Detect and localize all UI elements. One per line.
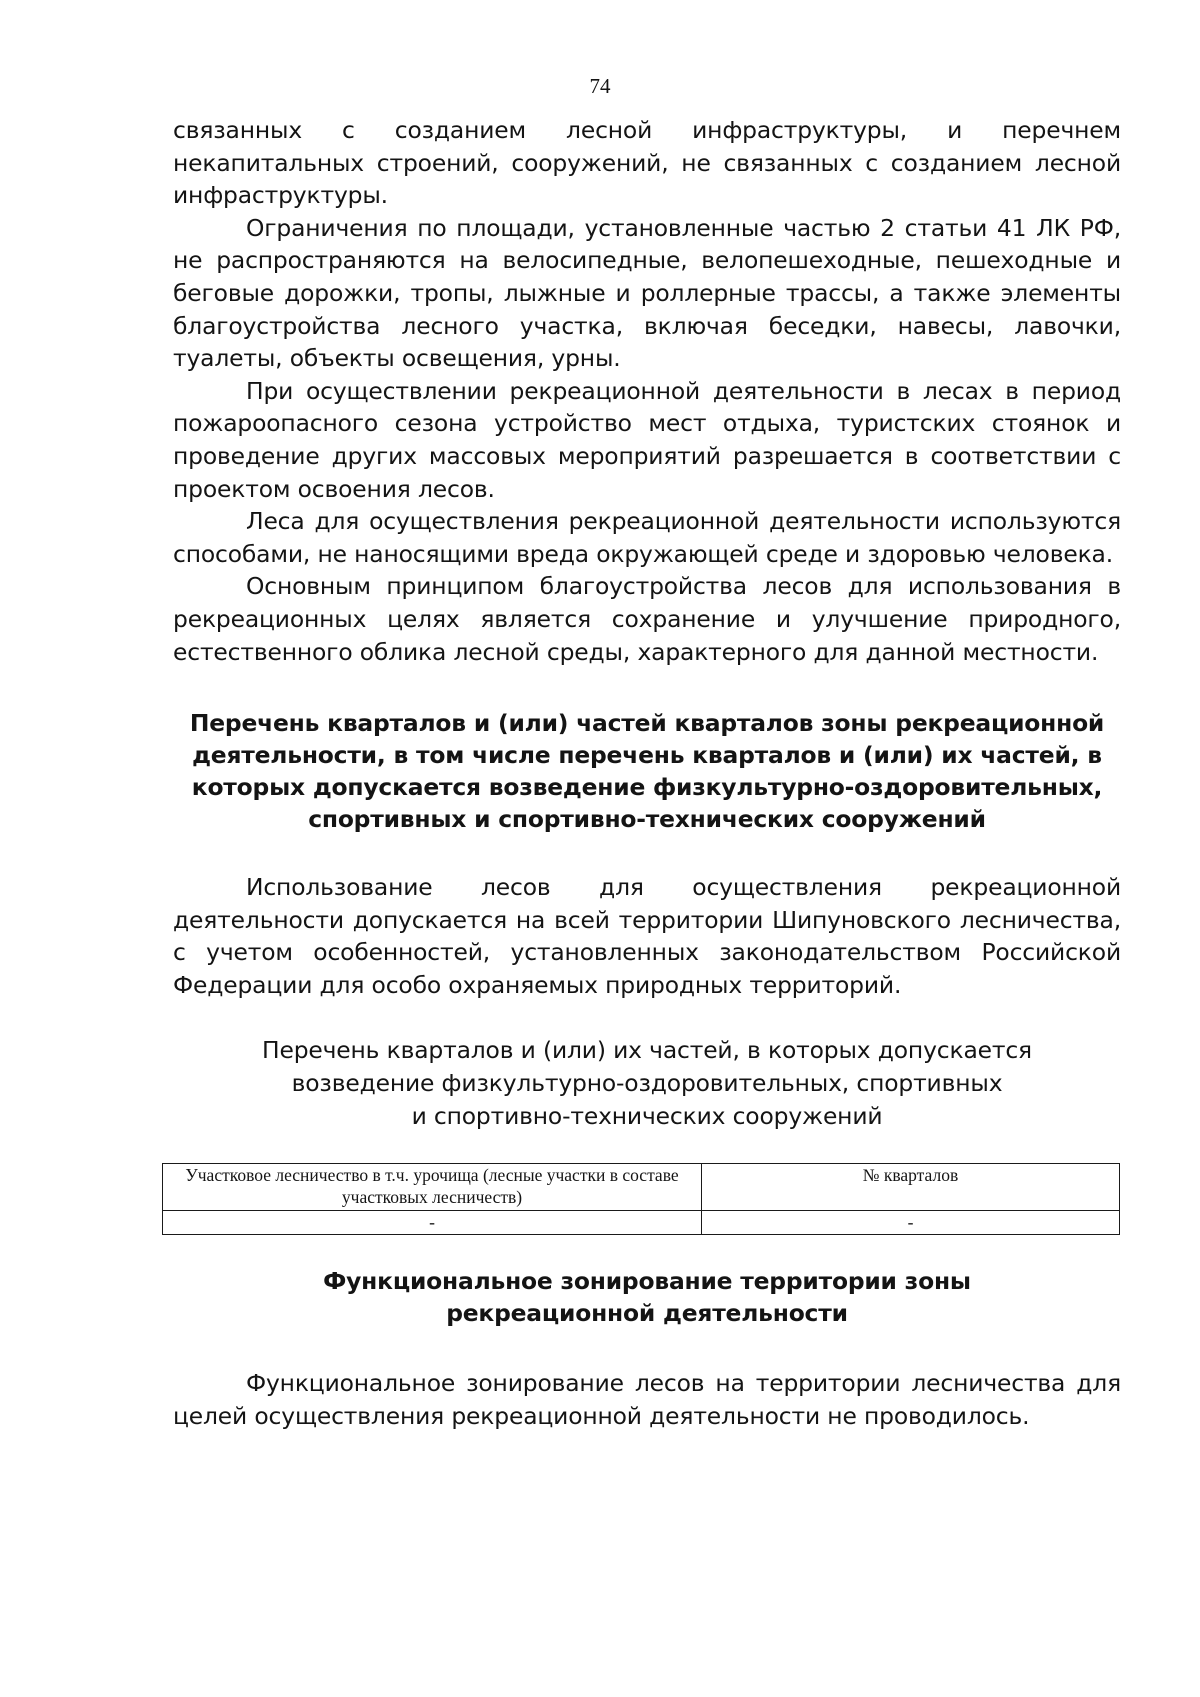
section-heading-zoning bbox=[173, 1265, 1121, 1329]
caption-line: и спортивно-технических сооружений bbox=[411, 1101, 883, 1130]
body-paragraph-zoning: Функциональное зонирование лесов на территории лесничества для целей осуществления рекреационной деятельности не проводилось. bbox=[173, 1369, 1121, 1430]
table-header-forestry: Участковое лесничество в т.ч. урочища (лесные участки в составе участковых лесничеств) bbox=[163, 1164, 702, 1211]
body-paragraph-usage: Использование лесов для осуществления рекреационной деятельности допускается на всей территории Шипуновского лесничества, с учетом особенностей, установленных законодательством Российской Федерации для особо охраняемых природных территорий. bbox=[173, 873, 1121, 999]
body-paragraph: Основным принципом благоустройства лесов для использования в рекреационных целях является сохранение и улучшение природного, естественного облика лесной среды, характерного для данной местности. bbox=[173, 572, 1121, 666]
table-row bbox=[163, 1211, 1120, 1235]
table-cell: - bbox=[702, 1211, 1120, 1235]
body-paragraph: Леса для осуществления рекреационной деятельности используются способами, не наносящими вреда окружающей среде и здоровью человека. bbox=[173, 507, 1121, 568]
table-cell: - bbox=[163, 1211, 702, 1235]
body-paragraph: Ограничения по площади, установленные частью 2 статьи 41 ЛК РФ, не распространяются на велосипедные, велопешеходные, пешеходные и беговые дорожки, тропы, лыжные и роллерные трассы, а также элементы благоустройства лесного участка, включая беседки, навесы, лавочки, туалеты, объекты освещения, урны. bbox=[173, 213, 1121, 373]
table-header-row bbox=[163, 1164, 1120, 1211]
heading-line: деятельности, в том числе перечень кварталов и (или) их частей, в bbox=[192, 741, 1102, 770]
table-caption bbox=[173, 1034, 1121, 1132]
page-number: 74 bbox=[589, 74, 611, 98]
caption-line: возведение физкультурно-оздоровительных, спортивных bbox=[291, 1069, 1003, 1098]
body-paragraph: При осуществлении рекреационной деятельности в лесах в период пожароопасного сезона устройство мест отдыха, туристских стоянок и проведение других массовых мероприятий разрешается в соответствии с проектом освоения лесов. bbox=[173, 376, 1121, 503]
heading-line: Перечень кварталов и (или) частей кварталов зоны рекреационной bbox=[189, 709, 1105, 738]
table-header-quarters: № кварталов bbox=[702, 1164, 1120, 1211]
caption-line: Перечень кварталов и (или) их частей, в которых допускается bbox=[262, 1036, 1032, 1065]
heading-line: спортивных и спортивно-технических сооружений bbox=[308, 805, 986, 834]
body-paragraph: связанных с созданием лесной инфраструктуры, и перечнем некапитальных строений, сооружений, не связанных с созданием лесной инфраструктуры. bbox=[173, 116, 1121, 210]
heading-line: рекреационной деятельности bbox=[446, 1299, 848, 1328]
heading-line: которых допускается возведение физкультурно-оздоровительных, bbox=[191, 773, 1103, 802]
section-heading-quarters-list bbox=[173, 707, 1121, 835]
heading-line: Функциональное зонирование территории зоны bbox=[323, 1267, 971, 1296]
quarters-table bbox=[162, 1163, 1120, 1235]
document-body bbox=[173, 114, 1121, 1432]
